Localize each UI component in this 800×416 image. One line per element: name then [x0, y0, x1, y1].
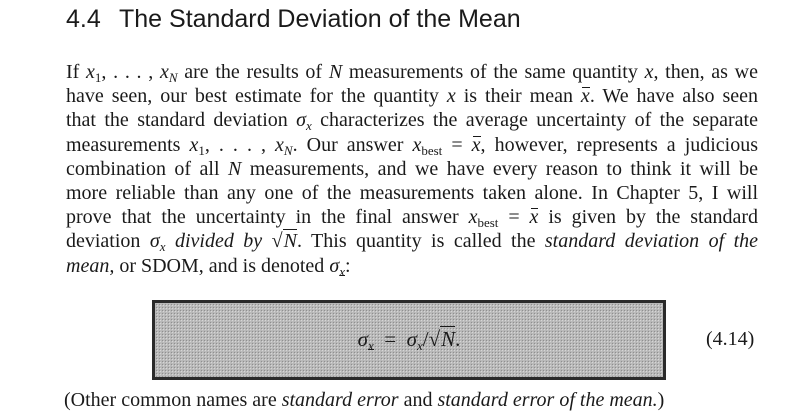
- section-heading: [66, 2, 521, 36]
- body-paragraph: [66, 60, 758, 278]
- paragraph-line-1: If $x_1$, . . . , $x_N$ are the results of N measurements of the same quantity x, then, as we: [66, 61, 758, 85]
- paragraph-line-7: prove that the uncertainty in the final answer $x_{best} = x$ is given by the standard: [66, 206, 759, 231]
- paragraph-line-9: mean, or SDOM, and is denoted $\sigma_x$:: [66, 254, 351, 279]
- section-title: The Standard Deviation of the Mean: [119, 5, 521, 33]
- equation-formula: $\sigma_x = \sigma_x/√N$.: [357, 327, 461, 353]
- section-number: 4.4: [66, 5, 101, 33]
- footnote-text: (Other common names are standard error and standard error of the mean.): [64, 389, 665, 411]
- paragraph-line-2: have seen, our best estimate for the quantity x is their mean x. We have also seen: [66, 85, 758, 108]
- paragraph-line-6: more reliable than any one of the measurements taken alone. In Chapter 5, I will: [66, 181, 758, 204]
- equation-box: [152, 300, 666, 380]
- paragraph-line-5: combination of all N measurements, and we have every reason to think it will be: [66, 157, 758, 180]
- paragraph-line-3: that the standard deviation $\sigma_x$ characterizes the average uncertainty of the separate: [66, 109, 758, 134]
- equation-number: (4.14): [706, 328, 755, 350]
- paragraph-line-8: deviation $\sigma_x$ divided by √N. This quantity is called the standard deviation of the: [66, 230, 759, 255]
- paragraph-line-4: measurements $x_1$, . . . , $x_N$. Our answer $x_{best} = x$, however, represents a judicious: [66, 133, 759, 158]
